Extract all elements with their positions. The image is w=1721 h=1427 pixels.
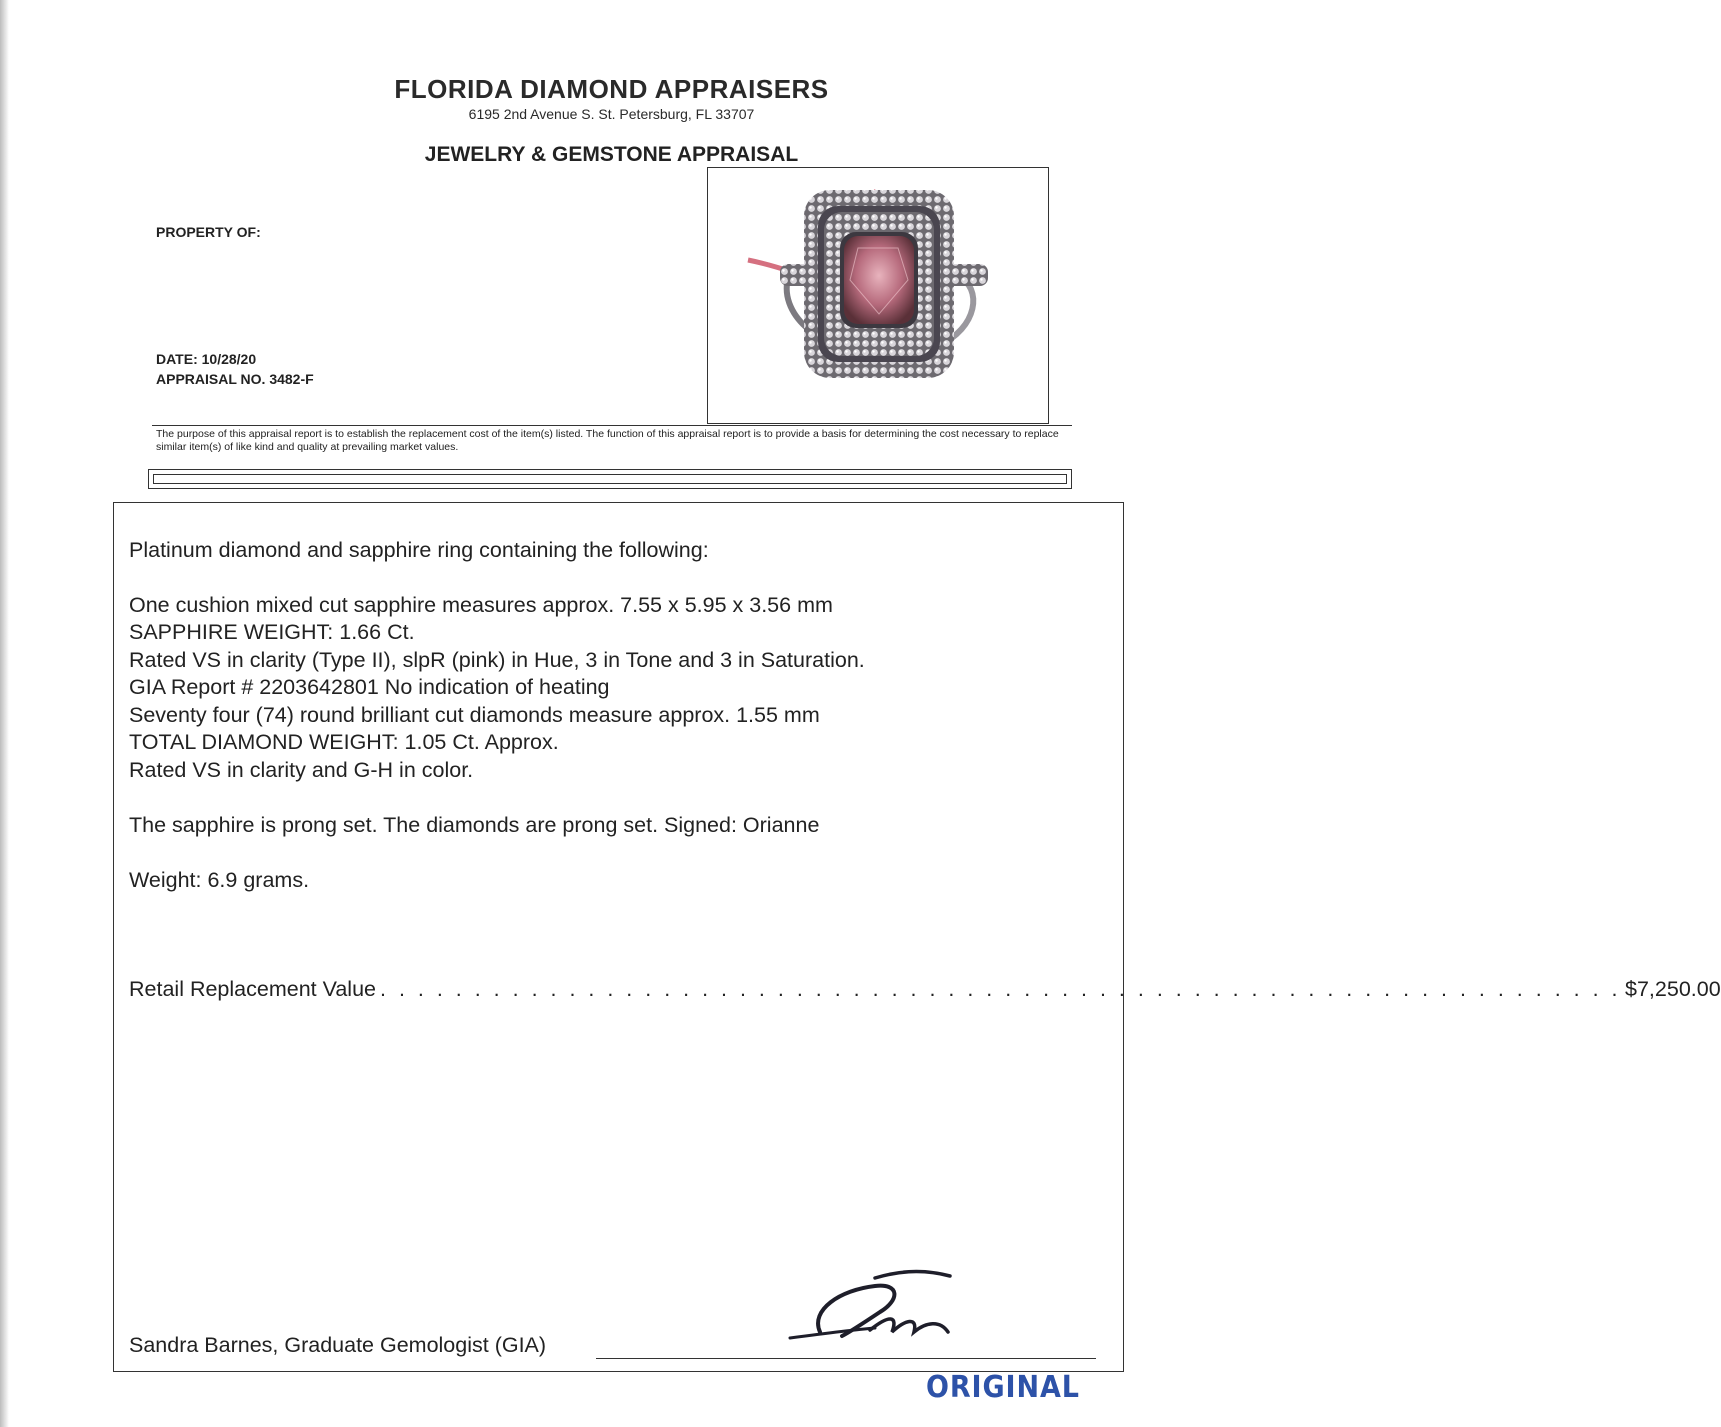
ring-illustration — [708, 168, 1048, 423]
detail-line: Rated VS in clarity and G-H in color. — [129, 758, 474, 782]
leader-dots: . . . . . . . . . . . . . . . . . . . . . . . . . . . . . . . . . . . . . . . . . . . . . . . . . . . . . . . . . . . . . . . . . . — [380, 977, 1622, 1001]
divider-line — [152, 425, 1072, 426]
detail-line: TOTAL DIAMOND WEIGHT: 1.05 Ct. Approx. — [129, 730, 559, 754]
date-label: DATE: — [156, 351, 198, 367]
detail-line: GIA Report # 2203642801 No indication of heating — [129, 675, 610, 699]
appraisal-number-field — [156, 371, 314, 387]
property-of-label: PROPERTY OF: — [156, 224, 261, 240]
replacement-value-label: Retail Replacement Value — [129, 977, 376, 1001]
firm-address: 6195 2nd Avenue S. St. Petersburg, FL 33707 — [468, 106, 755, 122]
detail-line: SAPPHIRE WEIGHT: 1.66 Ct. — [129, 620, 415, 644]
item-description-intro: Platinum diamond and sapphire ring containing the following: — [129, 538, 709, 562]
date-value: 10/28/20 — [201, 351, 257, 367]
original-stamp: ORIGINAL — [926, 1370, 1080, 1405]
document-title: JEWELRY & GEMSTONE APPRAISAL — [424, 143, 799, 166]
scan-edge — [0, 0, 9, 1427]
purpose-statement: The purpose of this appraisal report is to establish the replacement cost of the item(s) listed. The function of this appraisal report is to provide a basis for determining the cost necessary to replace similar item(s) of like kind and quality at prevailing market values. — [156, 428, 1059, 453]
detail-line: Seventy four (74) round brilliant cut diamonds measure approx. 1.55 mm — [129, 703, 820, 727]
item-weight: Weight: 6.9 grams. — [129, 868, 310, 892]
replacement-value-row — [129, 977, 1721, 1002]
detail-line: One cushion mixed cut sapphire measures approx. 7.55 x 5.95 x 3.56 mm — [129, 593, 833, 617]
appraisal-no-label: APPRAISAL NO. — [156, 371, 266, 387]
setting-description: The sapphire is prong set. The diamonds are prong set. Signed: Orianne — [129, 813, 820, 837]
section-divider-bar — [148, 469, 1072, 489]
firm-name: FLORIDA DIAMOND APPRAISERS — [394, 74, 829, 104]
signature-line — [596, 1358, 1096, 1359]
handwritten-signature — [780, 1250, 980, 1350]
appraiser-name: Sandra Barnes, Graduate Gemologist (GIA) — [129, 1333, 547, 1357]
date-field — [156, 351, 256, 367]
replacement-value-amount: $7,250.00 — [1625, 977, 1721, 1001]
section-divider-bar-inner — [153, 474, 1067, 484]
detail-line: Rated VS in clarity (Type II), slpR (pink) in Hue, 3 in Tone and 3 in Saturation. — [129, 648, 865, 672]
appraisal-no-value: 3482-F — [269, 371, 314, 387]
ring-photo — [707, 167, 1049, 424]
